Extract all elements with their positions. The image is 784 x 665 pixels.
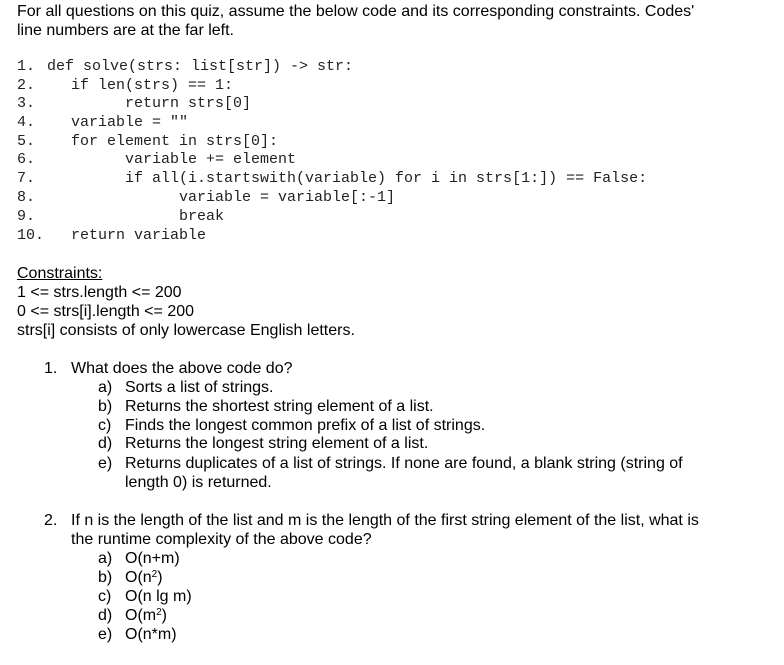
option-text: O(n*m): [125, 626, 177, 643]
code-line: if len(strs) == 1:: [71, 77, 234, 94]
superscript: 2: [156, 607, 162, 618]
line-number: 1.: [17, 58, 36, 75]
line-number: 6.: [17, 151, 36, 168]
option-letter: d): [98, 607, 113, 624]
option-letter: b): [98, 569, 113, 586]
line-number: 4.: [17, 114, 36, 131]
line-number: 10.: [17, 227, 45, 244]
option-text: Finds the longest common prefix of a list of strings.: [125, 417, 486, 434]
option-text: O(n lg m): [125, 588, 192, 605]
intro-paragraph: [17, 2, 757, 40]
option-letter: c): [98, 588, 112, 605]
option-text: O(n+m): [125, 550, 180, 567]
intro-line-2: line numbers are at the far left.: [17, 22, 234, 39]
option-letter: e): [98, 626, 113, 643]
option-letter: b): [98, 398, 113, 415]
option-letter: d): [98, 435, 113, 452]
question-text: If n is the length of the list and m is the length of the first string element of the list, what is: [71, 512, 699, 529]
code-line: return strs[0]: [125, 95, 252, 112]
line-number: 7.: [17, 170, 36, 187]
option-letter: a): [98, 550, 113, 567]
constraint-item: 0 <= strs[i].length <= 200: [17, 303, 195, 320]
question-text: What does the above code do?: [71, 360, 293, 377]
question-text-continued: the runtime complexity of the above code?: [71, 531, 372, 548]
code-line: variable += element: [125, 151, 297, 168]
option-text: [125, 569, 163, 587]
option-text-pre: O(n: [125, 569, 152, 586]
line-number: 3.: [17, 95, 36, 112]
constraints-heading: Constraints:: [17, 265, 103, 282]
option-letter: c): [98, 417, 112, 434]
line-number: 5.: [17, 133, 36, 150]
option-letter: e): [98, 455, 113, 472]
option-text: [125, 607, 167, 625]
code-line: variable = "": [71, 114, 189, 131]
option-text: Returns duplicates of a list of strings. If none are found, a blank string (string of: [125, 455, 683, 472]
option-text-pre: O(m: [125, 607, 157, 624]
option-text: Returns the longest string element of a list.: [125, 435, 429, 452]
intro-line-1: For all questions on this quiz, assume the below code and its corresponding constraints. Codes': [17, 3, 695, 20]
superscript: 2: [151, 569, 158, 580]
code-line: variable = variable[:-1]: [179, 189, 396, 206]
constraint-item: strs[i] consists of only lowercase English letters.: [17, 322, 355, 339]
code-line: if all(i.startswith(variable) for i in strs[1:]) == False:: [125, 170, 648, 187]
line-number: 2.: [17, 77, 36, 94]
question-number: 2.: [44, 512, 58, 529]
option-text-post: ): [161, 607, 167, 624]
option-letter: a): [98, 379, 113, 396]
line-number: 9.: [17, 208, 36, 225]
option-text: Sorts a list of strings.: [125, 379, 274, 396]
code-line: for element in strs[0]:: [71, 133, 279, 150]
option-text: Returns the shortest string element of a list.: [125, 398, 434, 415]
constraint-item: 1 <= strs.length <= 200: [17, 284, 182, 301]
code-line: break: [179, 208, 225, 225]
line-number: 8.: [17, 189, 36, 206]
option-text-post: ): [157, 569, 163, 586]
question-number: 1.: [44, 360, 58, 377]
option-text-continued: length 0) is returned.: [125, 474, 272, 491]
code-line: return variable: [71, 227, 207, 244]
code-line: def solve(strs: list[str]) -> str:: [47, 58, 354, 75]
